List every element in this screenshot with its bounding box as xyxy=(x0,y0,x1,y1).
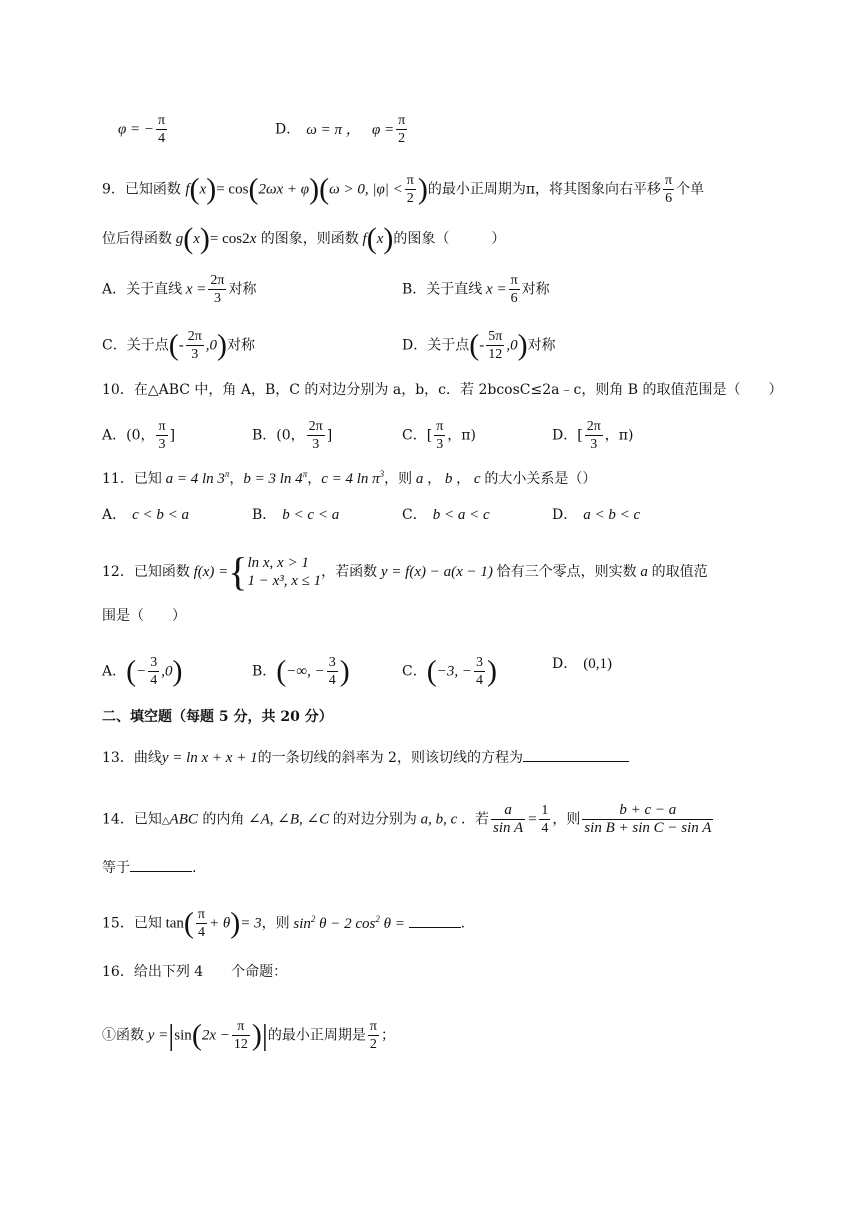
q9-option-c: C．关于点(- $\frac{2\pi}{3}$ ,0)对称 xyxy=(102,328,256,362)
q13: 13．曲线y = ln x + x + 1的一条切线的斜率为 2，则该切线的方程为 xyxy=(102,746,629,768)
q12-option-a: A．(− $\frac{3}{4}$ ,0) xyxy=(102,654,183,688)
q9-stem-line2: 位后得函数 g(x)= cos2x 的图象，则函数 f(x)的图象（ ） xyxy=(102,222,506,255)
q11-option-d: D． a < b < c xyxy=(552,507,641,523)
q11-option-b: B． b < c < a xyxy=(252,507,340,523)
q12-stem: 12．已知函数 f(x) ={ ln x, x > 1 1 − x³, x ≤ 1 ，若函数 y = f(x) − a(x − 1) 恰有三个零点，则实数 a 的取值范 xyxy=(102,549,708,594)
q12-option-d: D． (0,1) xyxy=(552,656,612,672)
q12-option-c: C．(−3, − $\frac{3}{4}$ ) xyxy=(402,654,497,688)
q10-option-b: B．(0， $\frac{2\pi}{3}$ ] xyxy=(252,419,333,452)
q10-option-c: C．[ $\frac{\pi}{3}$ ，π) xyxy=(402,419,476,452)
q9-option-a: A．关于直线 x = $\frac{2\pi}{3}$ 对称 xyxy=(102,273,257,306)
q11-option-c: C． b < a < c xyxy=(402,507,490,523)
q15: 15．已知 tan( $\frac{\pi}{4}$ + θ)= 3，则 $\sin^2 \theta - 2$ $\cos^2 \theta$ = . xyxy=(102,906,466,940)
q12-option-b: B．(−∞, − $\frac{3}{4}$ ) xyxy=(252,654,350,688)
q9-option-b: B．关于直线 x = $\frac{\pi}{6}$ 对称 xyxy=(402,273,550,306)
q11-stem: 11．已知 a = 4 $\ln 3^\pi$，b = 3 $\ln 4^\pi$，c = 4 $\ln \pi^3$，则 a ， b ， c 的大小关系是（） xyxy=(102,469,597,487)
q10-option-a: A．(0， $\frac{\pi}{3}$ ] xyxy=(102,419,176,452)
q14: 14．已知△ABC 的内角 ∠A, ∠B, ∠C 的对边分别为 a, b, c ．若 $\frac{a}{\text{sin A}}$ = $\frac{1}{4}$ ，则 $\frac{b + c - a}{\text{sin B + sin C − sin A}}$ xyxy=(102,802,712,836)
q9-stem: 9．已知函数 f(x)= cos(2ωx + φ)(ω > 0, |φ| < $\frac{\pi}{2}$ )的最小正周期为π，将其图象向右平移 $\frac{\pi}{6}$ 个单 xyxy=(102,172,705,206)
q9-option-d: D．关于点(- $\frac{5\pi}{12}$ ,0)对称 xyxy=(402,328,556,362)
q12-stem-line2: 围是（ ） xyxy=(102,608,186,624)
q10-option-d: D．[ $\frac{2\pi}{3}$ ，π) xyxy=(552,419,634,452)
q11-option-a: A． c < b < a xyxy=(102,507,190,523)
q16-stem: 16．给出下列 4 个命题： xyxy=(102,964,288,980)
q8-option-d: D． ω = π ， φ = $\frac{\pi}{2}$ xyxy=(275,113,406,146)
q10-stem: 10．在△ABC 中，角 A，B，C 的对边分别为 a，b，c．若 2bcosC≤2a﹣c，则角 B 的取值范围是（ ） xyxy=(102,382,783,398)
section-2-heading: 二、填空题（每题 5 分，共 20 分） xyxy=(102,709,333,725)
q14-line2: 等于 . xyxy=(102,856,196,878)
q16-proposition-1: ①函数 y =|sin(2x − $\frac{\pi}{12}$ )|的最小正周期是 $\frac{\pi}{2}$ ； xyxy=(102,1018,395,1052)
q8-option-a-cont: φ = − $\frac{\pi}{4}$ xyxy=(118,113,166,146)
